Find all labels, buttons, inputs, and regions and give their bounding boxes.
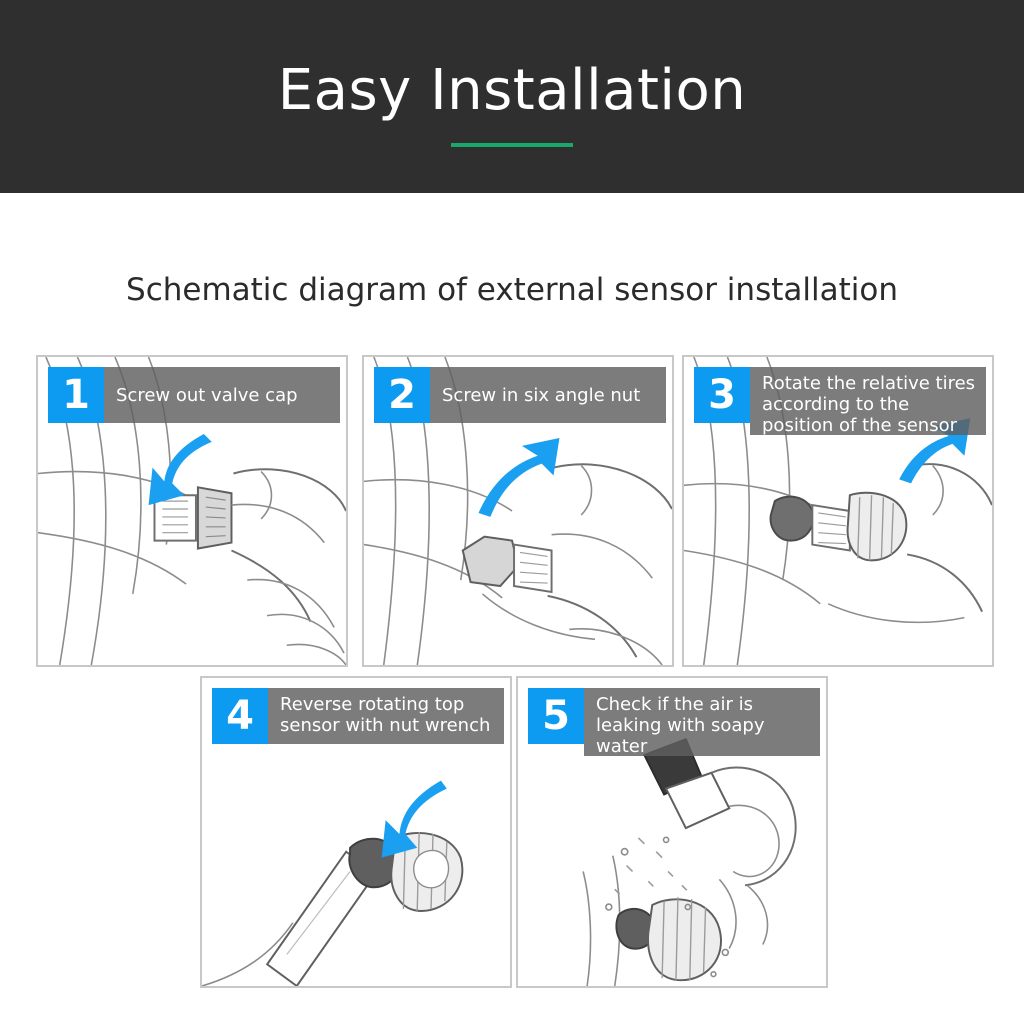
step-number-badge: 4 (212, 688, 268, 744)
step-panel-4 (200, 676, 512, 988)
header-banner (0, 0, 1024, 193)
step-number-badge: 5 (528, 688, 584, 744)
title-underline-divider (451, 143, 573, 147)
step-caption: Check if the air is leaking with soapy water (584, 688, 820, 756)
step-number-badge: 2 (374, 367, 430, 423)
step-panel-3 (682, 355, 994, 667)
step-caption: Screw out valve cap (104, 367, 340, 423)
section-subtitle: Schematic diagram of external sensor installation (126, 272, 898, 308)
curved-arrow-up-right-icon (479, 438, 560, 517)
step-number-badge: 3 (694, 367, 750, 423)
step-panel-1 (36, 355, 348, 667)
step-number-badge: 1 (48, 367, 104, 423)
page-title: Easy Installation (277, 58, 747, 123)
step-caption: Rotate the relative tires according to the position of the sensor (750, 367, 986, 435)
step-caption: Screw in six angle nut (430, 367, 666, 423)
step-caption: Reverse rotating top sensor with nut wrench (268, 688, 504, 744)
step-panel-2 (362, 355, 674, 667)
step-panel-5 (516, 676, 828, 988)
